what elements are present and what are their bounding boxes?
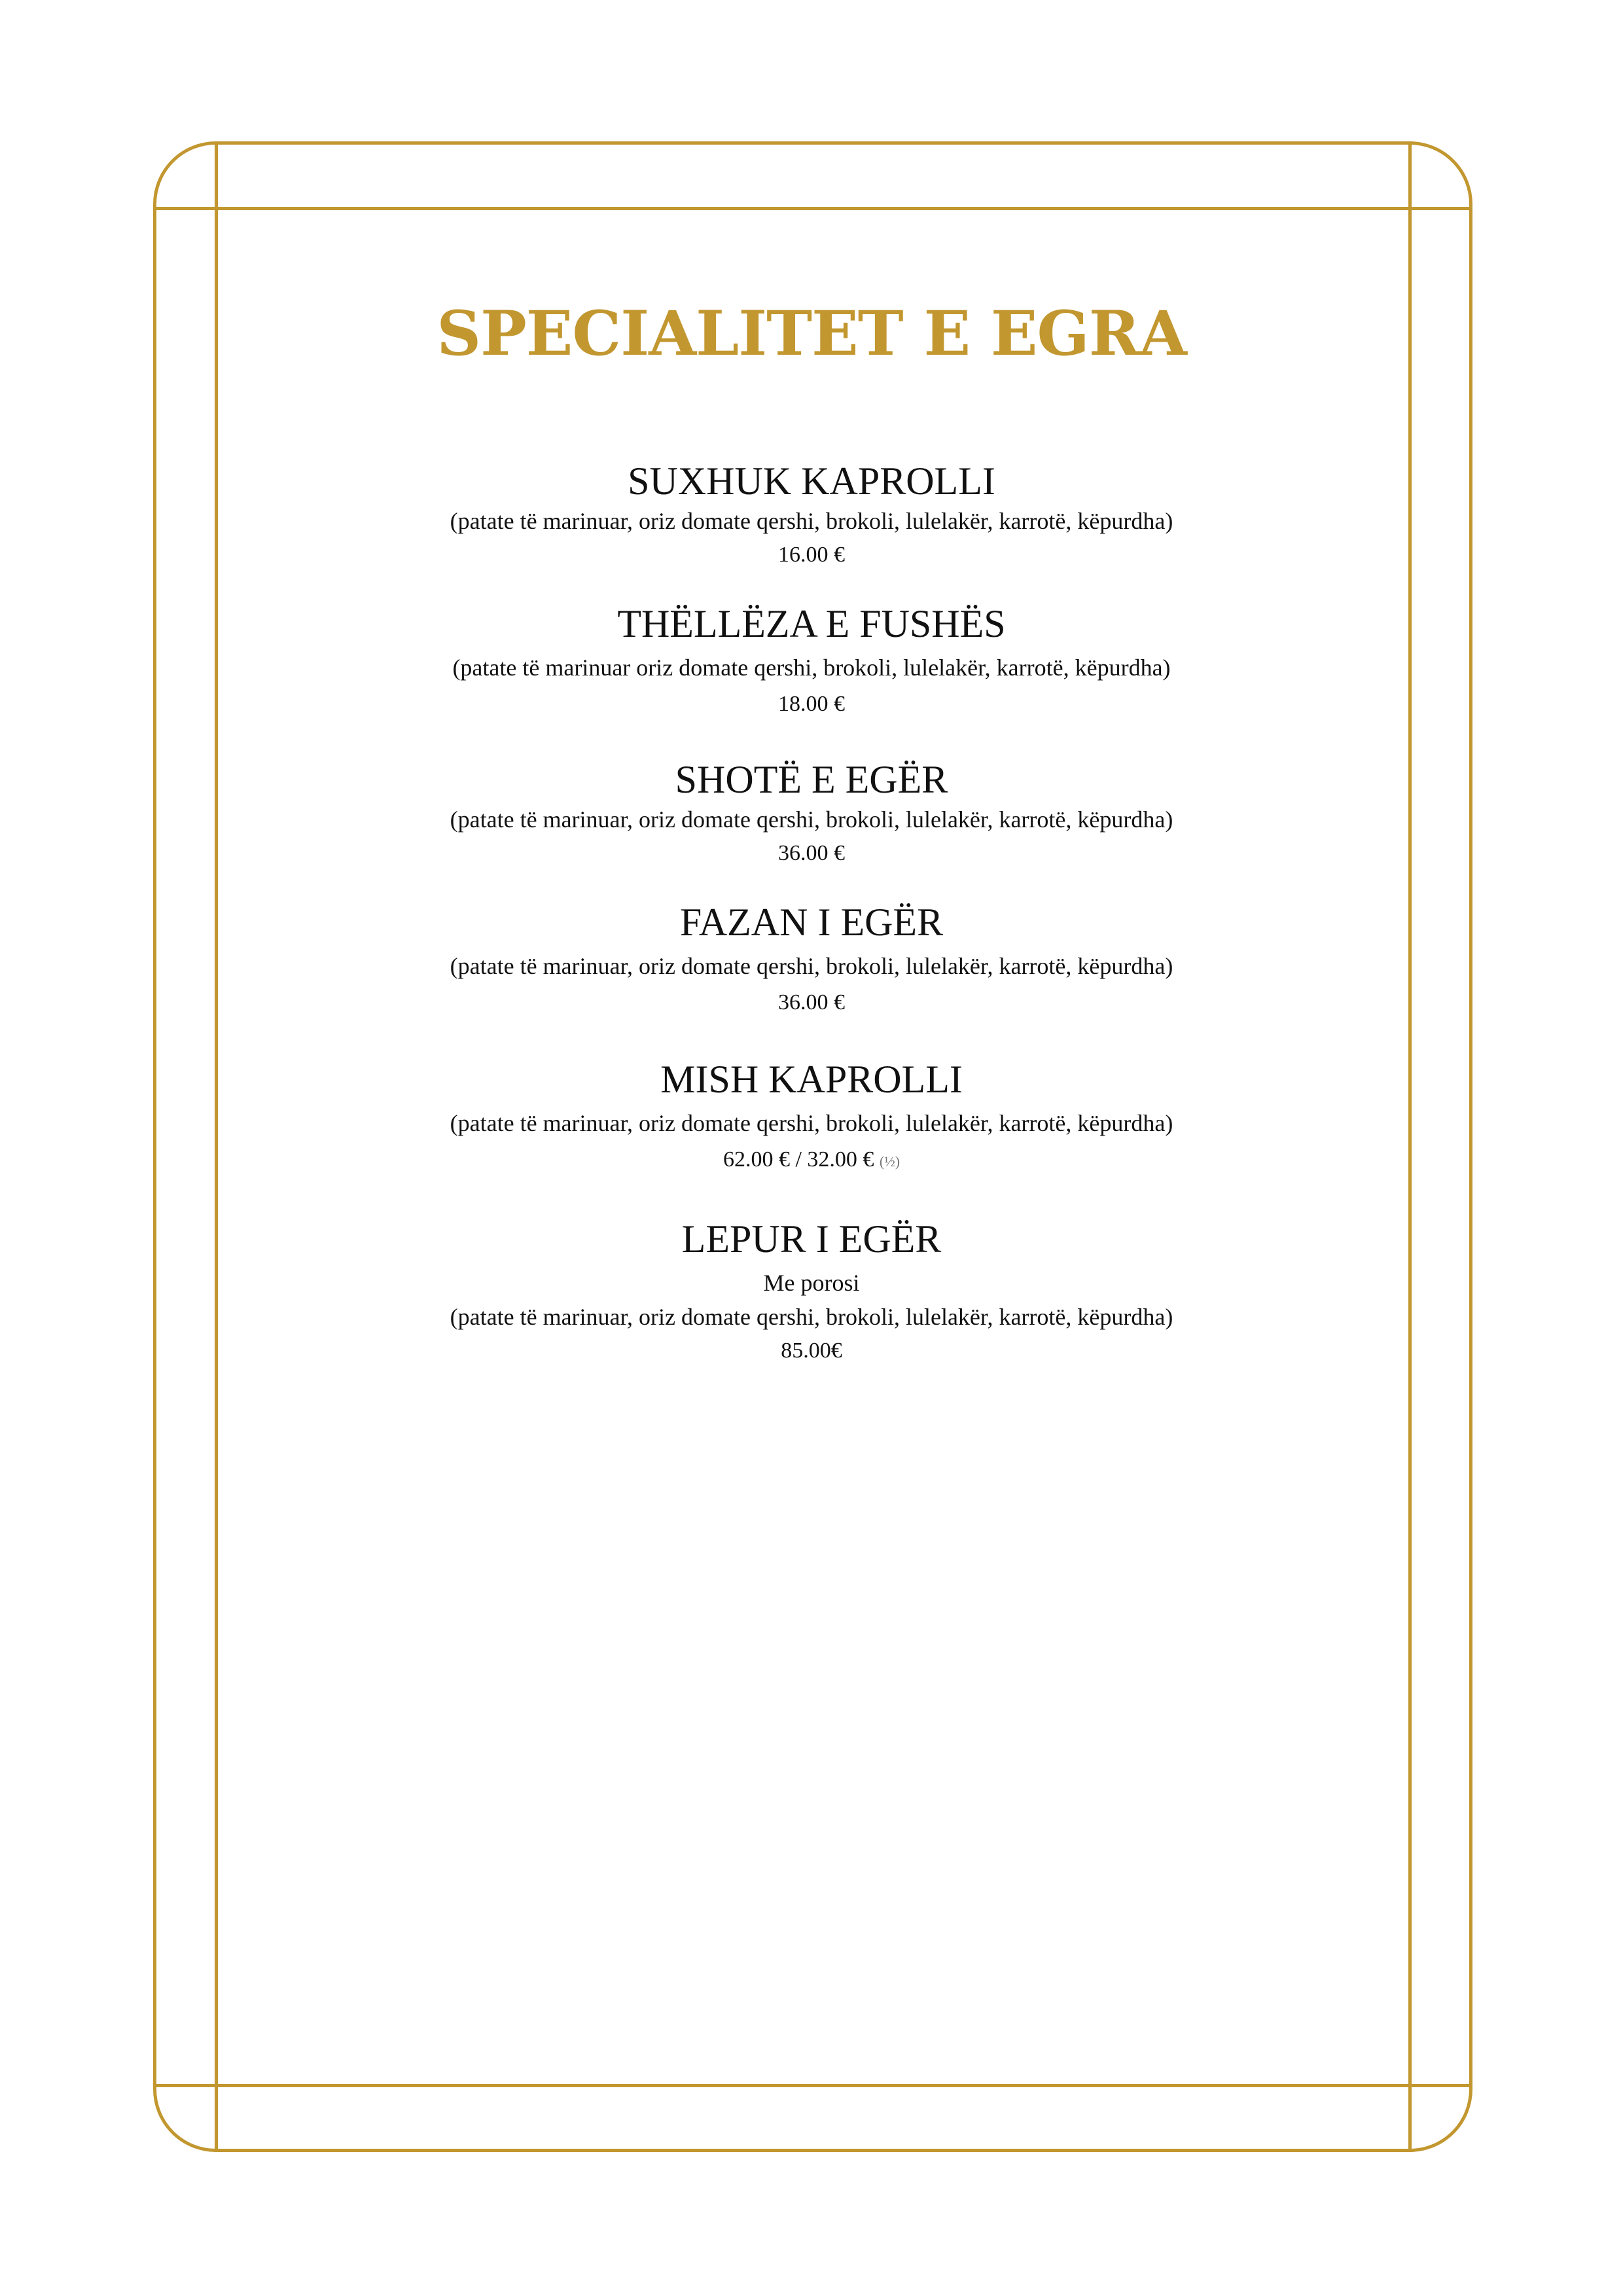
menu-title: SPECIALITET E EGRA bbox=[437, 298, 1186, 370]
menu-item-lepur-i-eger bbox=[0, 1216, 1623, 1368]
menu-item-name: FAZAN I EGËR bbox=[679, 901, 944, 944]
menu-item-description: (patate të marinuar, oriz domate qershi, brokoli, lulelakër, karrotë, këpurdha) bbox=[450, 953, 1173, 979]
menu-item-price-line bbox=[0, 1143, 1623, 1179]
menu-item-description: (patate të marinuar oriz domate qershi, brokoli, lulelakër, karrotë, këpurdha) bbox=[452, 655, 1171, 681]
menu-item-fazan-i-eger bbox=[0, 899, 1623, 1020]
menu-item-price-note: (½) bbox=[879, 1153, 901, 1170]
menu-item-price: 85.00€ bbox=[781, 1338, 842, 1363]
menu-item-price: 36.00 € bbox=[778, 841, 845, 865]
menu-item-price: 16.00 € bbox=[778, 543, 845, 567]
menu-item-thelleza-e-fushes bbox=[0, 601, 1623, 721]
menu-item-price: 62.00 € / 32.00 € bbox=[722, 1147, 874, 1172]
menu-item-suxhuk-kaprolli bbox=[0, 458, 1623, 572]
menu-item-price: 18.00 € bbox=[778, 692, 845, 716]
menu-item-name: MISH KAPROLLI bbox=[660, 1058, 963, 1101]
frame-line-top bbox=[153, 207, 1472, 210]
menu-item-description: (patate të marinuar, oriz domate qershi, brokoli, lulelakër, karrotë, këpurdha) bbox=[450, 1110, 1173, 1136]
menu-item-name: SHOTË E EGËR bbox=[675, 758, 948, 801]
menu-item-note: Me porosi bbox=[763, 1270, 860, 1296]
menu-item-description: (patate të marinuar, oriz domate qershi, brokoli, lulelakër, karrotë, këpurdha) bbox=[450, 1304, 1173, 1330]
frame-line-bottom bbox=[153, 2084, 1472, 2087]
menu-item-name: LEPUR I EGËR bbox=[681, 1217, 942, 1261]
menu-item-name: SUXHUK KAPROLLI bbox=[628, 459, 995, 503]
menu-item-shote-e-eger bbox=[0, 757, 1623, 870]
menu-item-description: (patate të marinuar, oriz domate qershi, brokoli, lulelakër, karrotë, këpurdha) bbox=[450, 508, 1173, 534]
menu-item-description: (patate të marinuar, oriz domate qershi, brokoli, lulelakër, karrotë, këpurdha) bbox=[450, 806, 1173, 833]
menu-item-mish-kaprolli bbox=[0, 1056, 1623, 1179]
menu-item-price: 36.00 € bbox=[778, 990, 845, 1014]
menu-item-name: THËLLËZA E FUSHËS bbox=[617, 602, 1006, 645]
